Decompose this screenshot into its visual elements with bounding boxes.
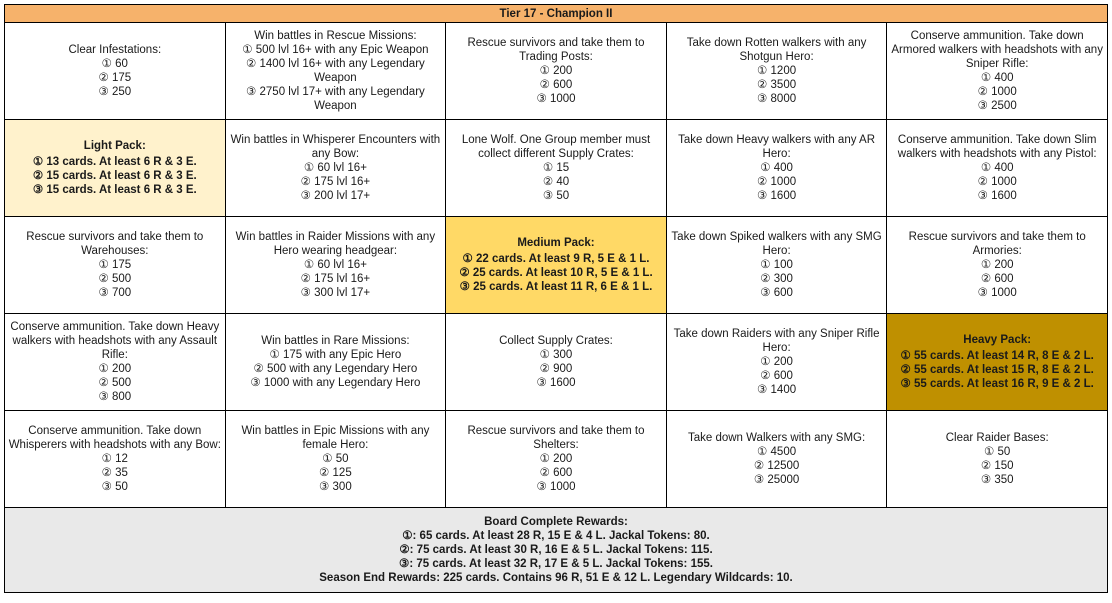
pack-reward-tier: ② 55 cards. At least 15 R, 8 E & 2 L. bbox=[900, 364, 1094, 376]
challenge-tier-value: ① 1200 bbox=[757, 65, 797, 77]
challenge-title: Conserve ammunition. Take down Whisperers with headshots with any Bow: bbox=[8, 425, 221, 451]
pack-reward-tier: ③ 25 cards. At least 11 R, 6 E & 1 L. bbox=[459, 281, 653, 293]
challenge-cell bbox=[225, 120, 446, 217]
challenge-tier-value: ② 175 lvl 16+ bbox=[300, 273, 371, 285]
board-row bbox=[5, 217, 1108, 314]
rewards-heading: Board Complete Rewards: bbox=[484, 516, 628, 528]
challenge-tier-value: ③ 1600 bbox=[977, 190, 1017, 202]
challenge-tier-value: ② 600 bbox=[760, 370, 793, 382]
challenge-tier-value: ③ 300 bbox=[319, 481, 352, 493]
challenge-tier-value: ② 500 with any Legendary Hero bbox=[253, 363, 418, 375]
challenge-tier-value: ② 600 bbox=[539, 467, 573, 479]
challenge-tier-value: ① 200 bbox=[539, 65, 573, 77]
challenge-tier-value: ② 1000 bbox=[757, 176, 797, 188]
challenge-tier-value: ① 400 bbox=[980, 162, 1014, 174]
challenge-tier-value: ① 12 bbox=[101, 453, 128, 465]
challenge-title: Rescue survivors and take them to Warehouses: bbox=[26, 231, 204, 257]
challenge-tier-value: ③ 350 bbox=[980, 474, 1014, 486]
board-row bbox=[5, 23, 1108, 120]
pack-reward-tier: ① 13 cards. At least 6 R & 3 E. bbox=[32, 156, 197, 168]
pack-title: Medium Pack: bbox=[517, 237, 595, 249]
challenge-cell bbox=[666, 314, 887, 411]
challenge-tier-value: ③ 700 bbox=[98, 287, 132, 299]
challenge-tier-value: ③ 1000 bbox=[536, 93, 576, 105]
challenge-tier-value: ③ 250 bbox=[98, 86, 132, 98]
challenge-cell bbox=[446, 120, 667, 217]
challenge-tier-value: ① 400 bbox=[980, 72, 1014, 84]
challenge-title: Conserve ammunition. Take down Slim walkers with headshots with any Pistol: bbox=[897, 134, 1097, 160]
challenge-title: Rescue survivors and take them to Trading Posts: bbox=[467, 37, 645, 63]
challenge-cell bbox=[887, 120, 1108, 217]
challenge-tier-value: ② 12500 bbox=[753, 460, 800, 472]
challenge-title: Win battles in Raider Missions with any Hero wearing headgear: bbox=[235, 231, 436, 257]
challenge-cell bbox=[887, 217, 1108, 314]
challenge-tier-value: ① 15 bbox=[542, 162, 570, 174]
challenge-tier-value: ② 1400 lvl 16+ with any Legendary Weapon bbox=[246, 58, 425, 84]
challenge-tier-value: ③ 1600 bbox=[757, 190, 797, 202]
challenge-cell bbox=[5, 411, 226, 508]
challenge-title: Conserve ammunition. Take down Heavy walkers with headshots with any Assault Rifle: bbox=[10, 321, 220, 361]
tier-board bbox=[4, 4, 1108, 593]
challenge-tier-value: ② 150 bbox=[980, 460, 1014, 472]
medium-pack-cell bbox=[446, 217, 667, 314]
challenge-title: Win battles in Rare Missions: bbox=[261, 335, 410, 347]
challenge-cell bbox=[5, 314, 226, 411]
challenge-tier-value: ② 125 bbox=[319, 467, 352, 479]
challenge-title: Win battles in Epic Missions with any female Hero: bbox=[241, 425, 430, 451]
board-complete-reward-tier: ②: 75 cards. At least 30 R, 16 E & 5 L. Jackal Tokens: 115. bbox=[399, 544, 713, 556]
challenge-tier-value: ① 60 bbox=[101, 58, 128, 70]
board-complete-reward-tier: ③: 75 cards. At least 32 R, 17 E & 5 L. Jackal Tokens: 155. bbox=[399, 558, 713, 570]
challenge-cell bbox=[5, 23, 226, 120]
tier-title: Tier 17 - Champion II bbox=[5, 5, 1108, 23]
board-row bbox=[5, 314, 1108, 411]
challenge-title: Win battles in Whisperer Encounters with any Bow: bbox=[230, 134, 441, 160]
season-end-rewards: Season End Rewards: 225 cards. Contains 96 R, 51 E & 12 L. Legendary Wildcards: 10. bbox=[319, 572, 793, 584]
challenge-tier-value: ③ 2750 lvl 17+ with any Legendary Weapon bbox=[246, 86, 425, 112]
challenge-tier-value: ③ 8000 bbox=[757, 93, 797, 105]
challenge-title: Collect Supply Crates: bbox=[499, 335, 613, 347]
challenge-tier-value: ② 40 bbox=[542, 176, 570, 188]
challenge-tier-value: ① 175 with any Epic Hero bbox=[269, 349, 402, 361]
challenge-title: Win battles in Rescue Missions: bbox=[254, 30, 417, 42]
pack-title: Heavy Pack: bbox=[963, 334, 1032, 346]
challenge-tier-value: ② 3500 bbox=[757, 79, 797, 91]
challenge-tier-value: ③ 50 bbox=[101, 481, 128, 493]
challenge-title: Clear Raider Bases: bbox=[945, 432, 1049, 444]
challenge-tier-value: ① 60 lvl 16+ bbox=[303, 162, 367, 174]
challenge-tier-value: ② 500 bbox=[98, 273, 132, 285]
challenge-tier-value: ② 175 lvl 16+ bbox=[300, 176, 371, 188]
challenge-title: Take down Rotten walkers with any Shotgun Hero: bbox=[686, 37, 867, 63]
challenge-tier-value: ① 100 bbox=[760, 259, 793, 271]
challenge-tier-value: ② 300 bbox=[760, 273, 793, 285]
challenge-cell bbox=[225, 411, 446, 508]
heavy-pack-cell bbox=[887, 314, 1108, 411]
challenge-cell bbox=[225, 314, 446, 411]
challenge-tier-value: ③ 600 bbox=[760, 287, 793, 299]
challenge-tier-value: ① 400 bbox=[760, 162, 793, 174]
pack-reward-tier: ③ 15 cards. At least 6 R & 3 E. bbox=[32, 184, 197, 196]
light-pack-cell bbox=[5, 120, 226, 217]
challenge-title: Take down Spiked walkers with any SMG Hero: bbox=[671, 231, 882, 257]
challenge-cell bbox=[5, 217, 226, 314]
challenge-tier-value: ① 60 lvl 16+ bbox=[303, 259, 367, 271]
challenge-title: Rescue survivors and take them to Shelters: bbox=[467, 425, 645, 451]
challenge-tier-value: ③ 200 lvl 17+ bbox=[300, 190, 371, 202]
pack-reward-tier: ② 25 cards. At least 10 R, 5 E & 1 L. bbox=[459, 267, 653, 279]
challenge-tier-value: ② 1000 bbox=[977, 176, 1017, 188]
challenge-title: Rescue survivors and take them to Armories: bbox=[908, 231, 1086, 257]
challenge-tier-value: ③ 1000 bbox=[977, 287, 1017, 299]
challenge-tier-value: ① 300 bbox=[539, 349, 573, 361]
challenge-cell bbox=[887, 411, 1108, 508]
challenge-cell bbox=[446, 23, 667, 120]
challenge-tier-value: ② 900 bbox=[539, 363, 573, 375]
challenge-tier-value: ③ 50 bbox=[542, 190, 570, 202]
challenge-tier-value: ③ 800 bbox=[98, 391, 132, 403]
pack-reward-tier: ① 22 cards. At least 9 R, 5 E & 1 L. bbox=[462, 253, 650, 265]
challenge-tier-value: ① 200 bbox=[539, 453, 573, 465]
pack-reward-tier: ② 15 cards. At least 6 R & 3 E. bbox=[32, 170, 197, 182]
challenge-tier-value: ③ 1400 bbox=[757, 384, 797, 396]
pack-reward-tier: ③ 55 cards. At least 16 R, 9 E & 2 L. bbox=[900, 378, 1094, 390]
challenge-tier-value: ② 600 bbox=[539, 79, 573, 91]
challenge-tier-value: ① 4500 bbox=[757, 446, 797, 458]
challenge-title: Lone Wolf. One Group member must collect different Supply Crates: bbox=[461, 134, 651, 160]
challenge-title: Clear Infestations: bbox=[68, 44, 162, 56]
challenge-tier-value: ② 1000 bbox=[977, 86, 1017, 98]
challenge-tier-value: ③ 25000 bbox=[753, 474, 800, 486]
challenge-title: Take down Raiders with any Sniper Rifle Hero: bbox=[673, 328, 880, 354]
pack-title: Light Pack: bbox=[83, 140, 146, 152]
challenge-cell bbox=[666, 411, 887, 508]
challenge-title: Conserve ammunition. Take down Armored walkers with headshots with any Sniper Rifle: bbox=[891, 30, 1103, 70]
challenge-cell bbox=[666, 23, 887, 120]
challenge-tier-value: ② 600 bbox=[980, 273, 1014, 285]
challenge-tier-value: ① 175 bbox=[98, 259, 132, 271]
challenge-tier-value: ③ 1600 bbox=[536, 377, 576, 389]
challenge-tier-value: ③ 1000 bbox=[536, 481, 576, 493]
challenge-tier-value: ① 200 bbox=[980, 259, 1014, 271]
challenge-cell bbox=[446, 314, 667, 411]
challenge-title: Take down Heavy walkers with any AR Hero: bbox=[678, 134, 876, 160]
challenge-title: Take down Walkers with any SMG: bbox=[687, 432, 866, 444]
challenge-tier-value: ② 500 bbox=[98, 377, 132, 389]
challenge-tier-value: ① 200 bbox=[760, 356, 793, 368]
challenge-tier-value: ① 200 bbox=[98, 363, 132, 375]
board-row bbox=[5, 411, 1108, 508]
challenge-tier-value: ③ 300 lvl 17+ bbox=[300, 287, 371, 299]
challenge-tier-value: ① 500 lvl 16+ with any Epic Weapon bbox=[242, 44, 429, 56]
challenge-cell bbox=[225, 23, 446, 120]
challenge-cell bbox=[887, 23, 1108, 120]
challenge-cell bbox=[666, 217, 887, 314]
pack-reward-tier: ① 55 cards. At least 14 R, 8 E & 2 L. bbox=[900, 350, 1094, 362]
challenge-cell bbox=[446, 411, 667, 508]
challenge-cell bbox=[666, 120, 887, 217]
challenge-tier-value: ③ 1000 with any Legendary Hero bbox=[250, 377, 421, 389]
board-complete-reward-tier: ①: 65 cards. At least 28 R, 15 E & 4 L. Jackal Tokens: 80. bbox=[402, 530, 710, 542]
challenge-cell bbox=[225, 217, 446, 314]
challenge-tier-value: ① 50 bbox=[984, 446, 1011, 458]
board-row bbox=[5, 120, 1108, 217]
board-rewards-footer bbox=[5, 508, 1108, 593]
challenge-tier-value: ① 50 bbox=[322, 453, 349, 465]
challenge-tier-value: ③ 2500 bbox=[977, 100, 1017, 112]
challenge-tier-value: ② 35 bbox=[101, 467, 128, 479]
challenge-tier-value: ② 175 bbox=[98, 72, 132, 84]
